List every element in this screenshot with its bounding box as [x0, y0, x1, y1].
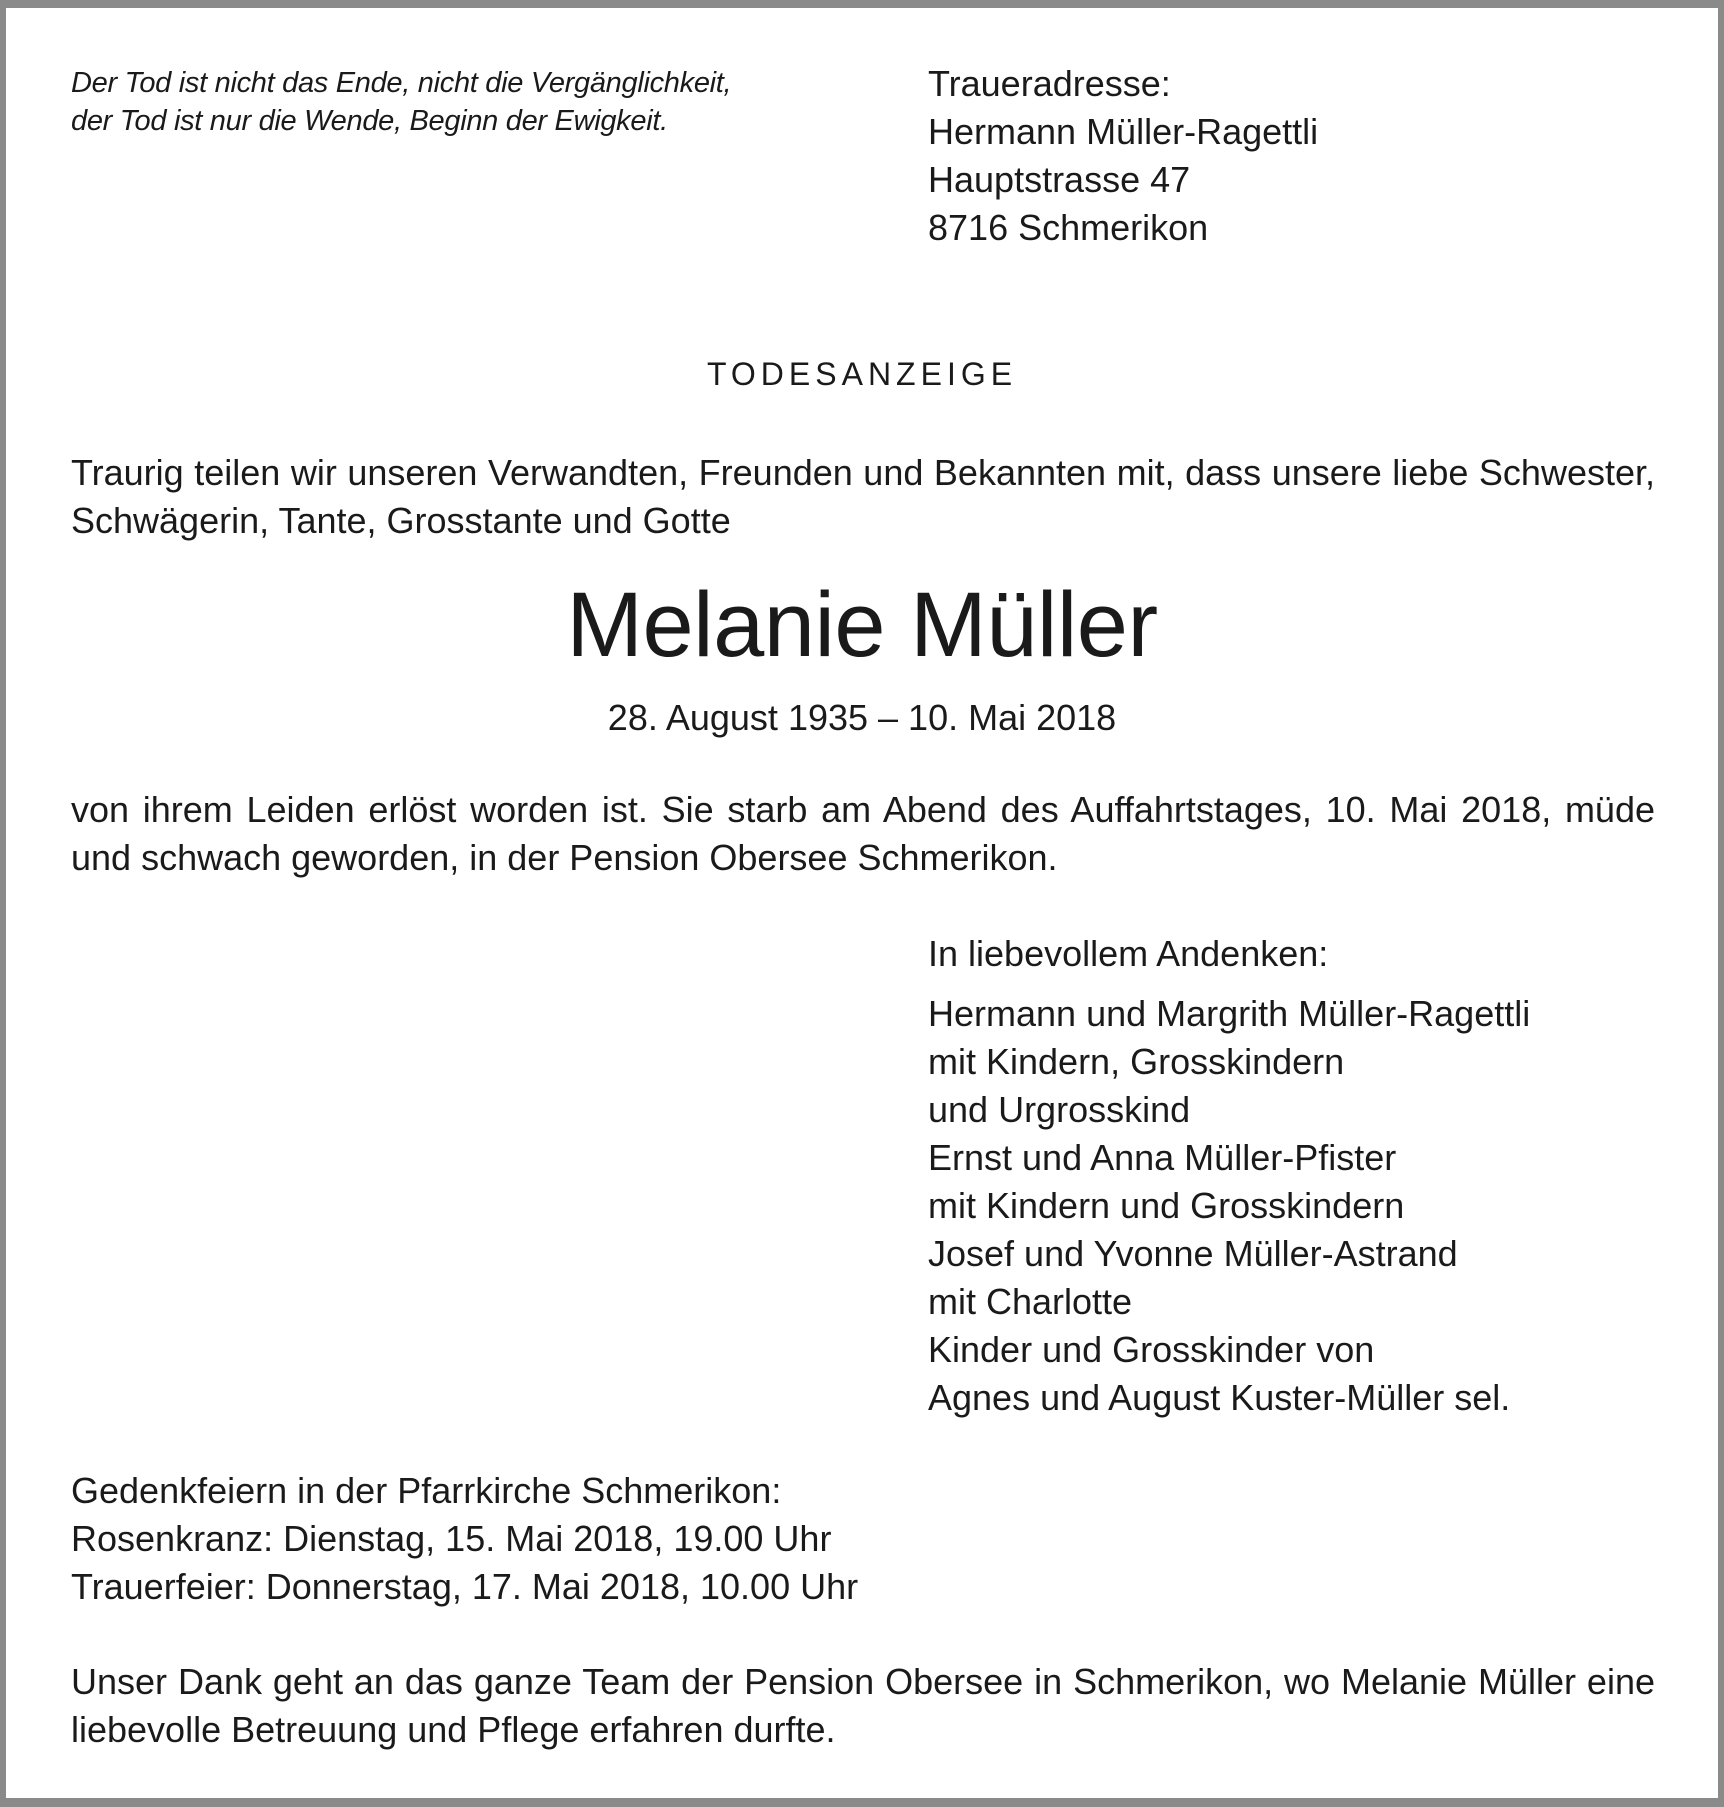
address-label: Traueradresse: [928, 63, 1171, 104]
service-line: Rosenkranz: Dienstag, 15. Mai 2018, 19.00 Uhr [71, 1518, 832, 1559]
service-line: Gedenkfeiern in der Pfarrkirche Schmerikon: [71, 1470, 782, 1511]
address-line: Hermann Müller-Ragettli [928, 111, 1319, 152]
deceased-name: Melanie Müller [566, 574, 1158, 676]
quote-line: Der Tod ist nicht das Ende, nicht die Vergänglichkeit, [71, 67, 732, 99]
quote-line: der Tod ist nur die Wende, Beginn der Ewigkeit. [71, 105, 668, 137]
death-paragraph: von ihrem Leiden erlöst worden ist. Sie starb am Abend des Auffahrtstages, 10. Mai 2018, müde und schwach geworden, in der Pension Obersee Schmerikon. [71, 789, 1655, 878]
address-line: Hauptstrasse 47 [928, 159, 1191, 200]
mourner-line: Kinder und Grosskinder von [928, 1329, 1375, 1370]
quote [71, 64, 731, 140]
mourner-line: Hermann und Margrith Müller-Ragettli [928, 993, 1531, 1034]
memory-label: In liebevollem Andenken: [928, 933, 1329, 974]
mourners-list [928, 990, 1530, 1422]
mourner-line: mit Kindern, Grosskindern [928, 1041, 1345, 1082]
mourner-line: mit Charlotte [928, 1281, 1133, 1322]
service-line: Trauerfeier: Donnerstag, 17. Mai 2018, 10.00 Uhr [71, 1566, 859, 1607]
services-block [71, 1467, 1655, 1611]
life-dates: 28. August 1935 – 10. Mai 2018 [607, 697, 1117, 738]
mourning-address [928, 60, 1318, 252]
intro-paragraph: Traurig teilen wir unseren Verwandten, Freunden und Bekannten mit, dass unsere liebe Schwester, Schwägerin, Tante, Grosstante und Gotte [71, 452, 1655, 541]
mourner-line: mit Kindern und Grosskindern [928, 1185, 1405, 1226]
ad-title: TODESANZEIGE [706, 356, 1018, 392]
thanks-paragraph: Unser Dank geht an das ganze Team der Pension Obersee in Schmerikon, wo Melanie Müller eine liebevolle Betreuung und Pflege erfahren durfte. [71, 1661, 1655, 1750]
mourner-line: Josef und Yvonne Müller-Astrand [928, 1233, 1458, 1274]
mourner-line: Ernst und Anna Müller-Pfister [928, 1137, 1397, 1178]
mourner-line: und Urgrosskind [928, 1089, 1191, 1130]
mourner-line: Agnes und August Kuster-Müller sel. [928, 1377, 1511, 1418]
address-line: 8716 Schmerikon [928, 207, 1209, 248]
